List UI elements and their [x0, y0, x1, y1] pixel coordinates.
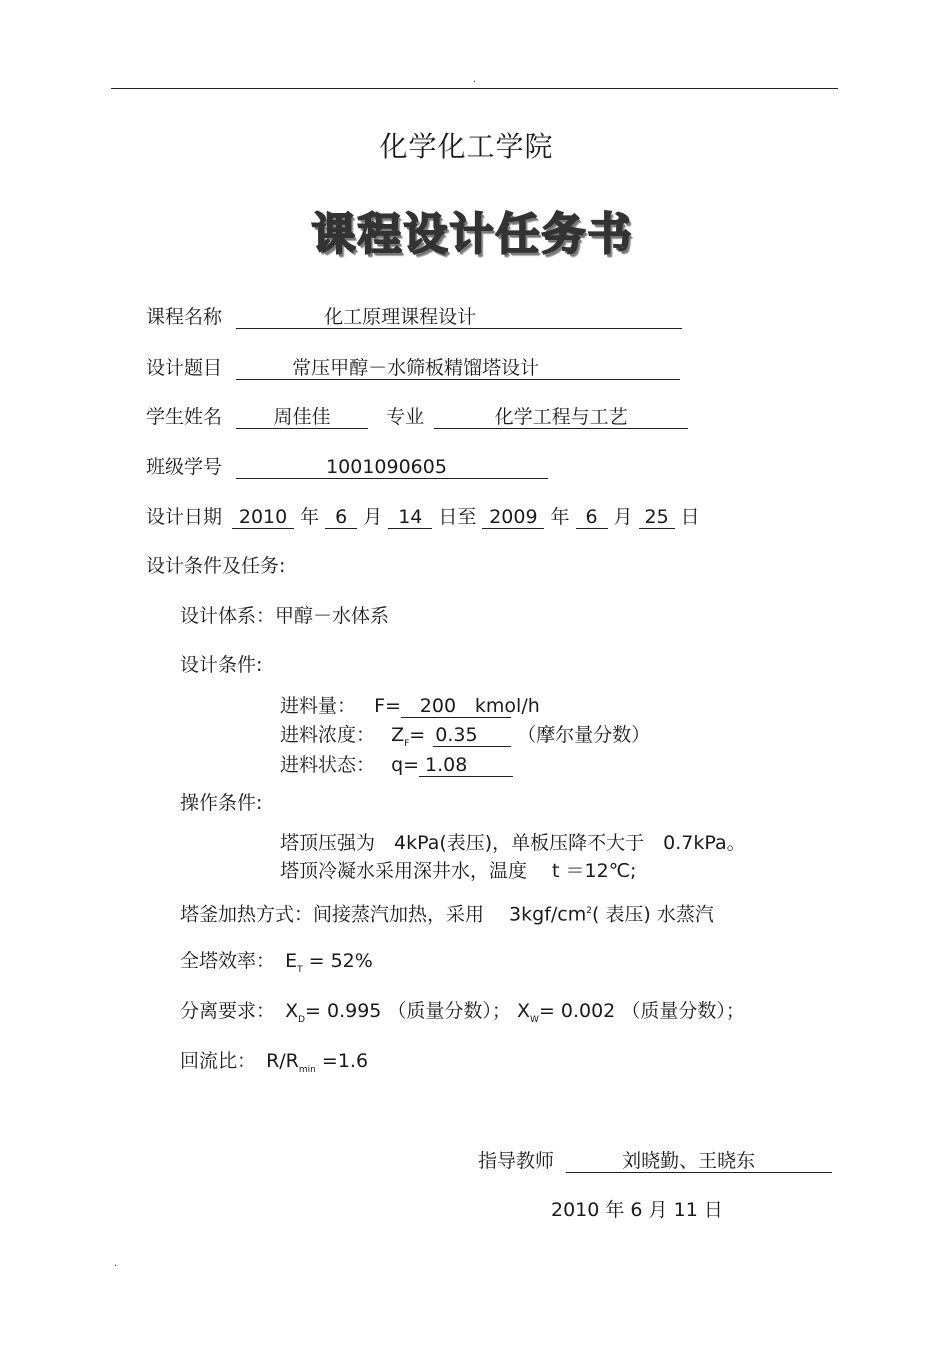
class-id-row [146, 454, 548, 480]
feed-conc-var: Z [391, 724, 405, 746]
advisor-field [566, 1150, 832, 1173]
design-conditions-title: 设计条件: [180, 654, 263, 676]
topic-label: 设计题目 [146, 357, 223, 379]
date-separator: 日至 [438, 506, 477, 528]
start-year: 2010 [232, 506, 294, 529]
student-name-value: 周佳佳 [236, 406, 368, 429]
feed-state-value: 1.08 [419, 754, 513, 777]
separation-xd-var: X [285, 1000, 299, 1022]
conditions-title: 设计条件及任务: [146, 555, 286, 577]
efficiency-row [180, 948, 373, 974]
header-dot: . [473, 74, 477, 85]
efficiency-sub: T [297, 964, 303, 975]
feed-conc-row [280, 722, 650, 748]
header-rule [111, 88, 838, 89]
end-year: 2009 [482, 506, 544, 529]
efficiency-label: 全塔效率： [180, 950, 276, 972]
reflux-label: 回流比： [180, 1050, 257, 1072]
heating-superscript: 2 [586, 906, 592, 916]
course-label: 课程名称 [146, 306, 223, 328]
student-name-label: 学生姓名 [146, 406, 223, 428]
end-day-unit: 日 [680, 506, 700, 528]
separation-xd-value: = 0.995 （质量分数）； [305, 1000, 511, 1022]
class-id-value: 1001090605 [326, 456, 447, 478]
heating-suffix: ( 表压) 水蒸汽 [591, 903, 714, 926]
major-label: 专业 [386, 406, 425, 428]
separation-xw-value: = 0.002 （质量分数）； [538, 1000, 745, 1022]
end-month: 6 [576, 506, 608, 529]
separation-xw-sub: W [530, 1014, 539, 1025]
date-label: 设计日期 [146, 506, 223, 528]
advisor-row [478, 1148, 832, 1174]
topic-value: 常压甲醇－水筛板精馏塔设计 [292, 357, 540, 379]
separation-label: 分离要求： [180, 1000, 276, 1022]
heating-row [180, 898, 714, 924]
class-id-label: 班级学号 [146, 456, 223, 478]
reflux-value: =1.6 [315, 1050, 369, 1072]
topic-row [146, 355, 680, 381]
feed-rate-var: F= [374, 695, 401, 717]
reflux-sub: min [298, 1064, 316, 1075]
feed-state-label: 进料状态： [280, 754, 376, 776]
feed-conc-sub: F [404, 738, 410, 749]
school-name: 化学化工学院 [379, 130, 554, 163]
reflux-var: R/R [266, 1050, 299, 1072]
separation-xd-sub: D [298, 1014, 306, 1025]
footer-dot: . [114, 1258, 118, 1269]
operation-title: 操作条件: [180, 792, 263, 814]
start-month-unit: 月 [363, 506, 383, 528]
end-month-unit: 月 [613, 506, 633, 528]
issue-date: 2010 年 6 月 11 日 [551, 1199, 723, 1221]
end-year-unit: 年 [550, 506, 570, 528]
efficiency-var: E [285, 950, 298, 972]
major-value: 化学工程与工艺 [434, 406, 688, 429]
feed-state-var: q= [391, 754, 420, 776]
feed-state-row [280, 752, 513, 778]
start-year-unit: 年 [300, 506, 320, 528]
class-id-field [236, 456, 548, 479]
course-field [236, 306, 682, 329]
feed-rate-label: 进料量： [280, 695, 357, 717]
course-value: 化工原理课程设计 [324, 306, 477, 328]
feed-rate-value: 200 [401, 695, 475, 718]
course-row [146, 304, 682, 330]
feed-rate-unit: kmol/h [474, 695, 540, 717]
start-month: 6 [325, 506, 357, 529]
operation-line-1: 塔顶压强为 4kPa(表压)，单板压降不大于 0.7kPa。 [280, 832, 746, 854]
advisor-label: 指导教师 [478, 1150, 555, 1172]
design-date-row [146, 504, 700, 530]
separation-xw-var: X [516, 1000, 531, 1022]
separation-row [180, 998, 745, 1024]
reflux-row [180, 1048, 368, 1074]
topic-field [236, 357, 680, 380]
heating-text: 塔釜加热方式：间接蒸汽加热，采用 3kgf/cm [180, 903, 587, 926]
start-day: 14 [388, 506, 432, 529]
feed-conc-label: 进料浓度： [280, 724, 376, 746]
student-row [146, 404, 688, 430]
advisor-value: 刘晓勤、王晓东 [622, 1150, 756, 1172]
design-system: 设计体系：甲醇－水体系 [180, 605, 390, 627]
feed-conc-note: （摩尔量分数） [517, 724, 651, 746]
document-title: 课程设计任务书 [311, 209, 634, 260]
feed-conc-value: 0.35 [433, 724, 511, 747]
end-day: 25 [639, 506, 675, 529]
feed-conc-eq: = [409, 724, 426, 746]
operation-line-2: 塔顶冷凝水采用深井水，温度 t ＝12℃; [280, 860, 637, 882]
efficiency-value: = 52% [302, 950, 373, 972]
feed-rate-row [280, 693, 540, 719]
